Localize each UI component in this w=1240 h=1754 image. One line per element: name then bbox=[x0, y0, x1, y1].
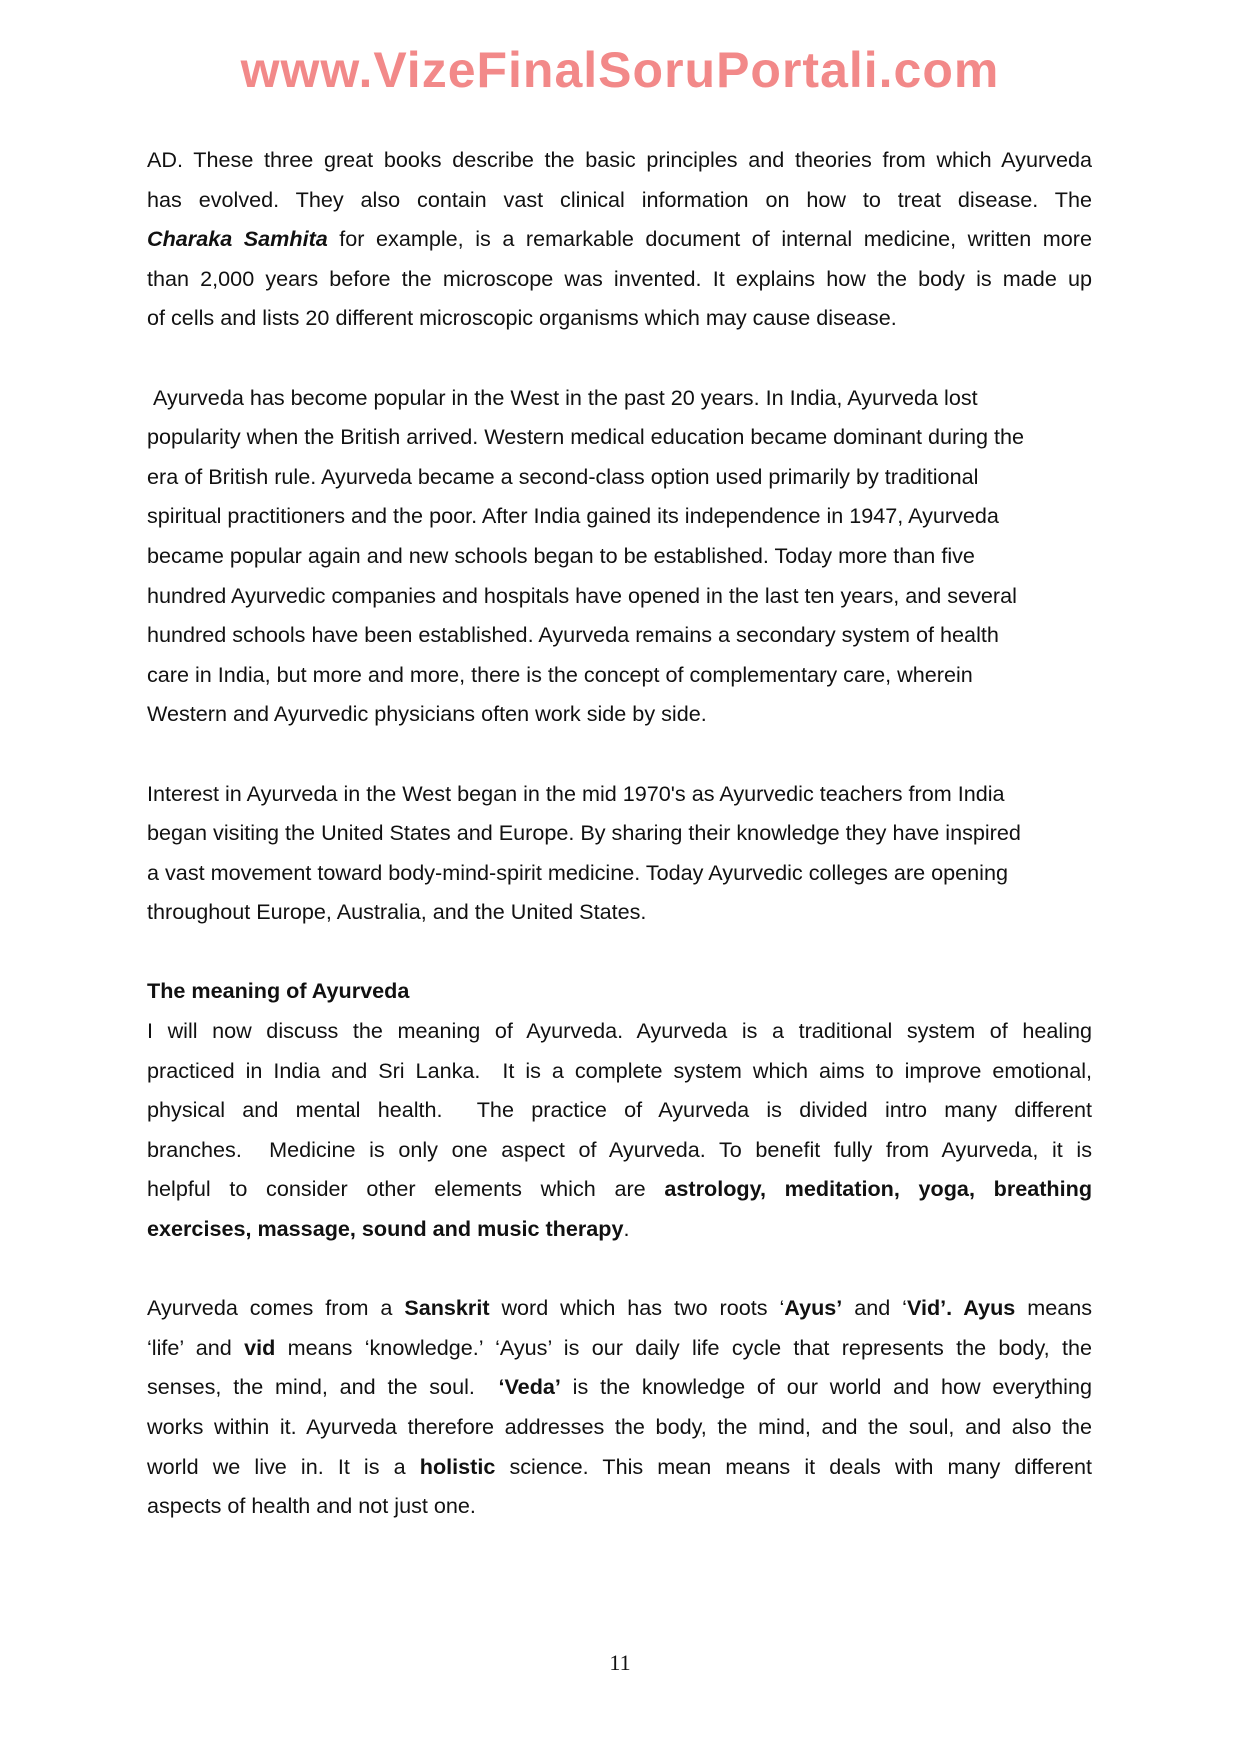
text-run: for example, is a remarkable document of internal medicine, written more bbox=[327, 226, 1092, 252]
bold-text: Ayus’ bbox=[784, 1295, 843, 1321]
text-run: helpful to consider other elements which are bbox=[147, 1176, 665, 1202]
bold-text: astrology, meditation, yoga, breathing bbox=[664, 1176, 1092, 1202]
text-run: Ayurveda has become popular in the West in the past 20 years. In India, Ayurveda lost bbox=[147, 384, 978, 410]
text-run: spiritual practitioners and the poor. After India gained its independence in 1947, Ayurveda bbox=[147, 503, 999, 529]
text-line bbox=[147, 298, 1092, 338]
bold-text: Charaka Samhita bbox=[147, 226, 328, 252]
bold-text: ‘Veda’ bbox=[498, 1374, 561, 1400]
text-line bbox=[147, 457, 1092, 497]
paragraph bbox=[147, 378, 1092, 734]
text-line bbox=[147, 576, 1092, 616]
watermark: www.VizeFinalSoruPortali.com bbox=[240, 42, 1000, 98]
text-line bbox=[147, 378, 1092, 418]
text-line bbox=[147, 694, 1092, 734]
text-line bbox=[147, 1367, 1092, 1407]
bold-text: holistic bbox=[419, 1453, 496, 1479]
bold-text: The meaning of Ayurveda bbox=[147, 978, 410, 1004]
text-run: means bbox=[1015, 1295, 1092, 1321]
text-line bbox=[147, 774, 1092, 814]
text-run: began visiting the United States and Europe. By sharing their knowledge they have inspired bbox=[147, 820, 1021, 846]
text-run: of cells and lists 20 different microscopic organisms which may cause disease. bbox=[147, 305, 897, 331]
text-run: physical and mental health. The practice of Ayurveda is divided intro many different bbox=[147, 1097, 1092, 1123]
bold-text: Vid’. Ayus bbox=[906, 1295, 1016, 1321]
text-run: means ‘knowledge.’ ‘Ayus’ is our daily life cycle that represents the body, the bbox=[275, 1334, 1092, 1360]
paragraph-gap bbox=[147, 932, 1092, 972]
text-line bbox=[147, 180, 1092, 220]
text-run: a vast movement toward body-mind-spirit medicine. Today Ayurvedic colleges are opening bbox=[147, 859, 1008, 885]
text-line bbox=[147, 1486, 1092, 1526]
text-run: senses, the mind, and the soul. bbox=[147, 1374, 499, 1400]
text-run: throughout Europe, Australia, and the United States. bbox=[147, 899, 647, 925]
text-run: AD. These three great books describe the basic principles and theories from which Ayurveda bbox=[147, 147, 1092, 172]
text-line bbox=[147, 1447, 1092, 1487]
text-line bbox=[147, 1288, 1092, 1328]
text-run: word which has two roots ‘ bbox=[489, 1295, 785, 1321]
text-line bbox=[147, 1169, 1092, 1209]
paragraph-gap bbox=[147, 1249, 1092, 1289]
text-run: hundred Ayurvedic companies and hospitals have opened in the last ten years, and several bbox=[147, 582, 1017, 608]
paragraph-gap bbox=[147, 338, 1092, 378]
text-line bbox=[147, 1130, 1092, 1170]
text-line bbox=[147, 417, 1092, 457]
text-line bbox=[147, 615, 1092, 655]
text-line bbox=[147, 655, 1092, 695]
body-text bbox=[147, 140, 1092, 1526]
text-run: . bbox=[623, 1216, 630, 1242]
text-line bbox=[147, 536, 1092, 576]
text-run: I will now discuss the meaning of Ayurveda. Ayurveda is a traditional system of healing bbox=[147, 1018, 1092, 1044]
text-line bbox=[147, 1407, 1092, 1447]
text-line bbox=[147, 1051, 1092, 1091]
text-run: than 2,000 years before the microscope was invented. It explains how the body is made up bbox=[147, 265, 1092, 291]
text-run: Ayurveda comes from a bbox=[147, 1295, 405, 1321]
bold-text: exercises, massage, sound and music therapy bbox=[147, 1216, 624, 1242]
text-run: has evolved. They also contain vast clinical information on how to treat disease. The bbox=[147, 186, 1092, 212]
text-line bbox=[147, 496, 1092, 536]
text-run: is the knowledge of our world and how everything bbox=[560, 1374, 1092, 1400]
text-run: practiced in India and Sri Lanka. It is a complete system which aims to improve emotional, bbox=[147, 1057, 1092, 1083]
text-run: science. This mean means it deals with many different bbox=[495, 1453, 1092, 1479]
text-line bbox=[147, 1011, 1092, 1051]
text-run: branches. Medicine is only one aspect of Ayurveda. To benefit fully from Ayurveda, it is bbox=[147, 1136, 1092, 1162]
paragraph bbox=[147, 1288, 1092, 1526]
text-run: Western and Ayurvedic physicians often work side by side. bbox=[147, 701, 707, 727]
paragraph bbox=[147, 1011, 1092, 1249]
text-line bbox=[147, 259, 1092, 299]
text-line bbox=[147, 1090, 1092, 1130]
text-line bbox=[147, 1328, 1092, 1368]
text-run: hundred schools have been established. Ayurveda remains a secondary system of health bbox=[147, 622, 999, 648]
text-line bbox=[147, 971, 1092, 1011]
text-line bbox=[147, 892, 1092, 932]
text-run: world we live in. It is a bbox=[147, 1453, 420, 1479]
text-run: ‘life’ and bbox=[147, 1334, 245, 1360]
text-run: works within it. Ayurveda therefore addresses the body, the mind, and the soul, and also the bbox=[147, 1414, 1092, 1439]
text-line bbox=[147, 219, 1092, 259]
bold-text: Sanskrit bbox=[404, 1295, 490, 1321]
bold-text: vid bbox=[244, 1334, 276, 1360]
paragraph bbox=[147, 774, 1092, 932]
text-run: became popular again and new schools began to be established. Today more than five bbox=[147, 542, 975, 568]
section-heading bbox=[147, 971, 1092, 1011]
page-number: 11 bbox=[609, 1650, 631, 1675]
text-run: aspects of health and not just one. bbox=[147, 1493, 476, 1519]
text-run: and ‘ bbox=[842, 1295, 907, 1321]
text-run: care in India, but more and more, there is the concept of complementary care, wherein bbox=[147, 661, 973, 687]
text-line bbox=[147, 140, 1092, 180]
text-run: era of British rule. Ayurveda became a second-class option used primarily by traditional bbox=[147, 463, 979, 489]
text-run: Interest in Ayurveda in the West began in the mid 1970's as Ayurvedic teachers from India bbox=[147, 780, 1005, 806]
text-line bbox=[147, 813, 1092, 853]
text-line bbox=[147, 853, 1092, 893]
paragraph-gap bbox=[147, 734, 1092, 774]
text-run: popularity when the British arrived. Western medical education became dominant during the bbox=[147, 424, 1025, 450]
paragraph bbox=[147, 140, 1092, 338]
text-line bbox=[147, 1209, 1092, 1249]
